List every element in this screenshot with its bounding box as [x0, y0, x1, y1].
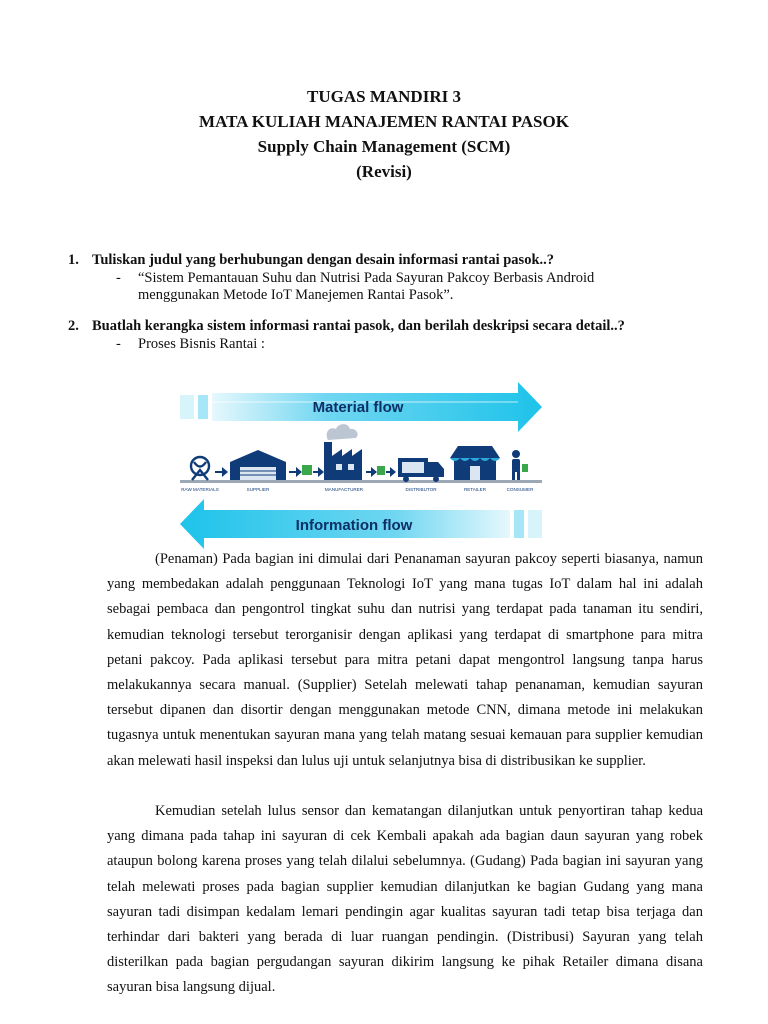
title-line-3: Supply Chain Management (SCM)	[257, 137, 511, 156]
material-flow-arrow	[180, 382, 542, 432]
ground-line	[180, 480, 542, 483]
answer-1-line-1: “Sistem Pemantauan Suhu dan Nutrisi Pada Sayuran Pakcoy Berbasis Android	[138, 270, 595, 286]
question-1-number: 1.	[68, 252, 79, 268]
node-label-supplier: SUPPLIER	[246, 487, 270, 492]
warehouse-icon	[230, 450, 286, 480]
supply-chain-figure	[178, 374, 544, 554]
arrow-icon	[215, 467, 228, 477]
raw-materials-icon	[191, 457, 209, 480]
answer-1-line-2: menggunakan Metode IoT Manejemen Rantai Pasok”.	[138, 287, 454, 303]
package-icon	[377, 466, 385, 475]
store-icon	[450, 446, 500, 480]
answer-1-dash: -	[116, 270, 121, 286]
paragraph-2	[107, 799, 703, 1001]
question-1-text: Tuliskan judul yang berhubungan dengan desain informasi rantai pasok..?	[92, 252, 555, 268]
factory-icon	[324, 424, 362, 480]
question-2-text: Buatlah kerangka sistem informasi rantai pasok, dan berilah deskripsi secara detail..?	[92, 318, 625, 334]
question-1	[68, 252, 554, 269]
title-line-2: MATA KULIAH MANAJEMEN RANTAI PASOK	[199, 112, 569, 131]
arrow-icon	[313, 467, 324, 477]
paragraph-1	[107, 547, 703, 774]
title-line-1: TUGAS MANDIRI 3	[307, 87, 461, 106]
answer-2-line-1: Proses Bisnis Rantai :	[138, 336, 265, 352]
paragraph-2-text: Kemudian setelah lulus sensor dan kematangan dilanjutkan untuk penyortiran tahap kedua yang dimana pada tahap ini sayuran di cek Kembali apakah ada bagian daun sayuran yang robek ataupun bolong karena proses yang telah dilalui sebelumnya. (Gudang) Pada bagian ini sayuran yang telah melewati proses pada bagian supplier kemudian dilanjutkan ke bagian Gudang yang mana sayuran tadi disimpan kedalam lemari pendingin agar kualitas sayuran tadi tetap bisa terjaga dan terhindar dari bakteri yang berada di luar ruangan pendingin. (Distribusi) Sayuran yang telah disterilkan pada bagian pergudangan sayuran dikirim langsung ke pihak Retailer dimana disana sayuran bisa langsung dijual.	[107, 803, 703, 996]
answer-2-dash: -	[116, 336, 121, 352]
information-flow-arrow	[180, 499, 542, 549]
information-flow-label: Information flow	[295, 517, 413, 534]
truck-icon	[398, 458, 444, 482]
package-icon	[302, 465, 312, 475]
arrow-icon	[289, 467, 302, 477]
node-label-raw-materials: RAW MATERIALS	[181, 487, 219, 492]
node-label-retailer: RETAILER	[463, 487, 487, 492]
supply-chain-diagram	[178, 374, 544, 554]
material-flow-label: Material flow	[312, 399, 404, 416]
document-header	[0, 84, 768, 184]
title-line-4: (Revisi)	[356, 162, 412, 181]
node-label-manufacturer: MANUFACTURER	[324, 487, 364, 492]
answer-1	[116, 270, 594, 304]
question-2-number: 2.	[68, 318, 79, 334]
answer-2	[116, 336, 265, 353]
paragraph-1-text: (Penaman) Pada bagian ini dimulai dari Penanaman sayuran pakcoy seperti biasanya, namun yang membedakan adalah penggunaan Teknologi IoT yang mana tugas IoT dalam hal ini adalah sebagai pembaca dan pengontrol tingkat suhu dan nutrisi yang terdapat pada tanaman itu sendiri, kemudian teknologi tersebut terorganisir dengan aplikasi yang terdapat di smartphone para mitra petani pakcoy. Pada aplikasi tersebut para mitra petani dapat mengontrol langsung tanpa harus melakukannya secara manual. (Supplier) Setelah melewati tahap penanaman, kemudian sayuran tersebut dipanen dan disortir dengan menggunakan metode CNN, dimana metode ini melakukan tugasnya untuk menentukan sayuran mana yang telah matang sesuai kemauan para supplier kemudian akan melewati hasil inspeksi dan lulus uji untuk selanjutnya bisa di distribusikan ke supplier.	[107, 551, 703, 769]
question-2	[68, 318, 625, 335]
node-label-distributor: DISTRIBUTOR	[405, 487, 437, 492]
consumer-icon	[512, 450, 528, 480]
node-label-consumer: CONSUMER	[506, 487, 534, 492]
arrow-icon	[386, 467, 396, 477]
arrow-icon	[366, 467, 377, 477]
